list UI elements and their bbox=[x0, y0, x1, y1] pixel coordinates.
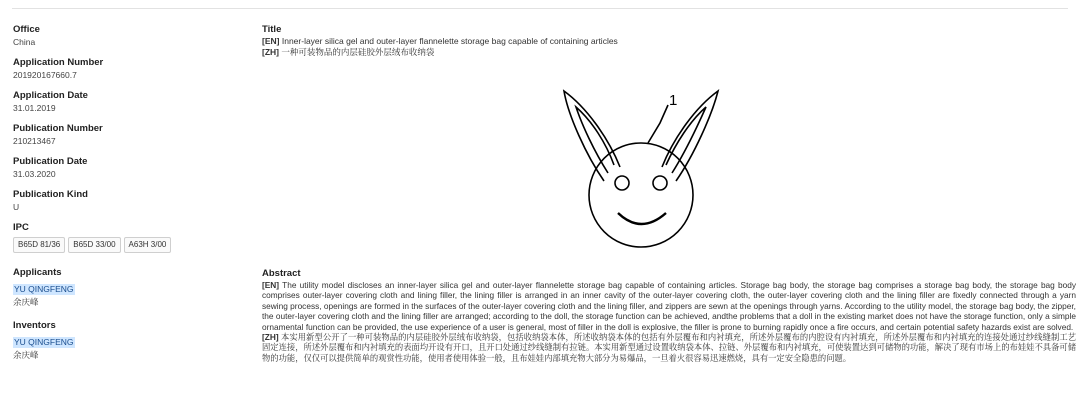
applicant-name-cn: 余庆峰 bbox=[13, 297, 39, 307]
publication-date-label: Publication Date bbox=[13, 156, 88, 167]
application-number-value: 201920167660.7 bbox=[13, 70, 77, 80]
abstract-zh-text: 本实用新型公开了一种可装物品的内层硅胶外层绒布收纳袋，包括收纳袋本体，所述收纳袋本体的包括有外层覆布和内衬填充，所述外层覆布的内腔设有内衬填充，所述外层覆布和内衬填充的连接处通过纱线缝制工艺固定连接，所述外层覆布和内衬填充的表面均开设有开口，且开口处通过纱线缝制有拉链。本实用新型通过设置收纳袋本体、拉链、外层覆布和内衬填充，可使装置达到可储物的功能，解决了现有市场上的布娃娃不具备可储物的功能，仅仅可以提供简单的观赏性功能，使用者使用体验一般，且布娃娃内部填充物大部分为易爆品，一旦着火很容易迅速燃烧，具有一定安全隐患的问题。 bbox=[262, 332, 1076, 363]
office-label: Office bbox=[13, 24, 40, 35]
application-date-label: Application Date bbox=[13, 90, 88, 101]
left-eye bbox=[615, 176, 629, 190]
reference-number: 1 bbox=[669, 92, 678, 109]
application-number-label: Application Number bbox=[13, 57, 104, 68]
ipc-codes bbox=[13, 237, 233, 253]
publication-number-label: Publication Number bbox=[13, 123, 103, 134]
top-divider bbox=[12, 8, 1068, 9]
title-zh-text: 一种可装物品的内层硅胶外层绒布收纳袋 bbox=[281, 47, 435, 57]
patent-drawing bbox=[556, 85, 726, 250]
abstract-zh bbox=[262, 332, 1076, 363]
publication-kind-field bbox=[13, 189, 233, 213]
ipc-label: IPC bbox=[13, 222, 29, 233]
left-ear-outer bbox=[564, 91, 620, 181]
application-number-field bbox=[13, 57, 233, 81]
publication-number-field bbox=[13, 123, 233, 147]
lang-tag-en: [EN] bbox=[262, 280, 280, 290]
publication-kind-label: Publication Kind bbox=[13, 189, 88, 200]
leader-line bbox=[648, 105, 668, 143]
inventor-name-link[interactable]: YU QINGFENG bbox=[14, 337, 74, 347]
application-date-field bbox=[13, 90, 233, 114]
office-field bbox=[13, 24, 233, 48]
ipc-code-chip[interactable]: A63H 3/00 bbox=[124, 237, 172, 253]
lang-tag-zh: [ZH] bbox=[262, 332, 279, 343]
applicants-field bbox=[13, 267, 233, 308]
applicant-name-link[interactable]: YU QINGFENG bbox=[14, 284, 74, 294]
abstract-en-text: The utility model discloses an inner-layer silica gel and outer-layer flannelette storage bag capable of containing articles. Storage bag body, the storage bag comprises a storage bag body, the storage bag body comprises outer-layer covering cloth and lining filler, the lining filler is arranged in an inner cavity of the outer-layer covering cloth, the outer-layer covering cloth and the lining filler are fixedly connected through a yarn sewing process, openings are formed in the surfaces of the outer-layer covering cloth and the lining filler, and zippers are sewn at the openings through yarns. According to the utility model, the storage bag body, the zipper, the outer-layer covering cloth and the lining filler are arranged; according to the doll, the storage function can be achieved, andthe problems that a doll in the existing market does not have the storage function, only a simple ornamental function can be provided, the use experience of a user is general, most of filler in the doll is explosive, the filler is prone to burning rapidly once a fire occurs, and certain potential safety hazards exist are solved. bbox=[262, 280, 1076, 332]
title-section bbox=[262, 24, 1074, 58]
abstract-label: Abstract bbox=[262, 268, 301, 279]
publication-date-field bbox=[13, 156, 233, 180]
inventors-field bbox=[13, 320, 233, 361]
ipc-code-chip[interactable]: B65D 81/36 bbox=[13, 237, 65, 253]
title-en bbox=[262, 36, 1074, 47]
ipc-code-chip[interactable]: B65D 33/00 bbox=[68, 237, 120, 253]
publication-number-value: 210213467 bbox=[13, 136, 56, 146]
applicants-label: Applicants bbox=[13, 267, 62, 278]
publication-kind-value: U bbox=[13, 202, 20, 212]
title-label: Title bbox=[262, 24, 282, 35]
inventor-name-cn: 余庆峰 bbox=[13, 350, 39, 360]
application-date-value: 31.01.2019 bbox=[13, 103, 56, 113]
inventors-label: Inventors bbox=[13, 320, 56, 331]
office-value: China bbox=[13, 37, 36, 47]
bibliographic-panel bbox=[13, 24, 233, 370]
right-eye bbox=[653, 176, 667, 190]
bunny-face-drawing bbox=[556, 85, 726, 250]
lang-tag-en: [EN] bbox=[262, 36, 280, 46]
title-en-text: Inner-layer silica gel and outer-layer flannelette storage bag capable of containing articles bbox=[281, 36, 618, 46]
lang-tag-zh: [ZH] bbox=[262, 47, 279, 57]
title-zh bbox=[262, 47, 1074, 58]
abstract-section bbox=[262, 268, 1076, 363]
head-circle bbox=[589, 143, 693, 247]
smile bbox=[618, 213, 666, 224]
abstract-en bbox=[262, 280, 1076, 332]
ipc-field bbox=[13, 222, 233, 253]
publication-date-value: 31.03.2020 bbox=[13, 169, 56, 179]
